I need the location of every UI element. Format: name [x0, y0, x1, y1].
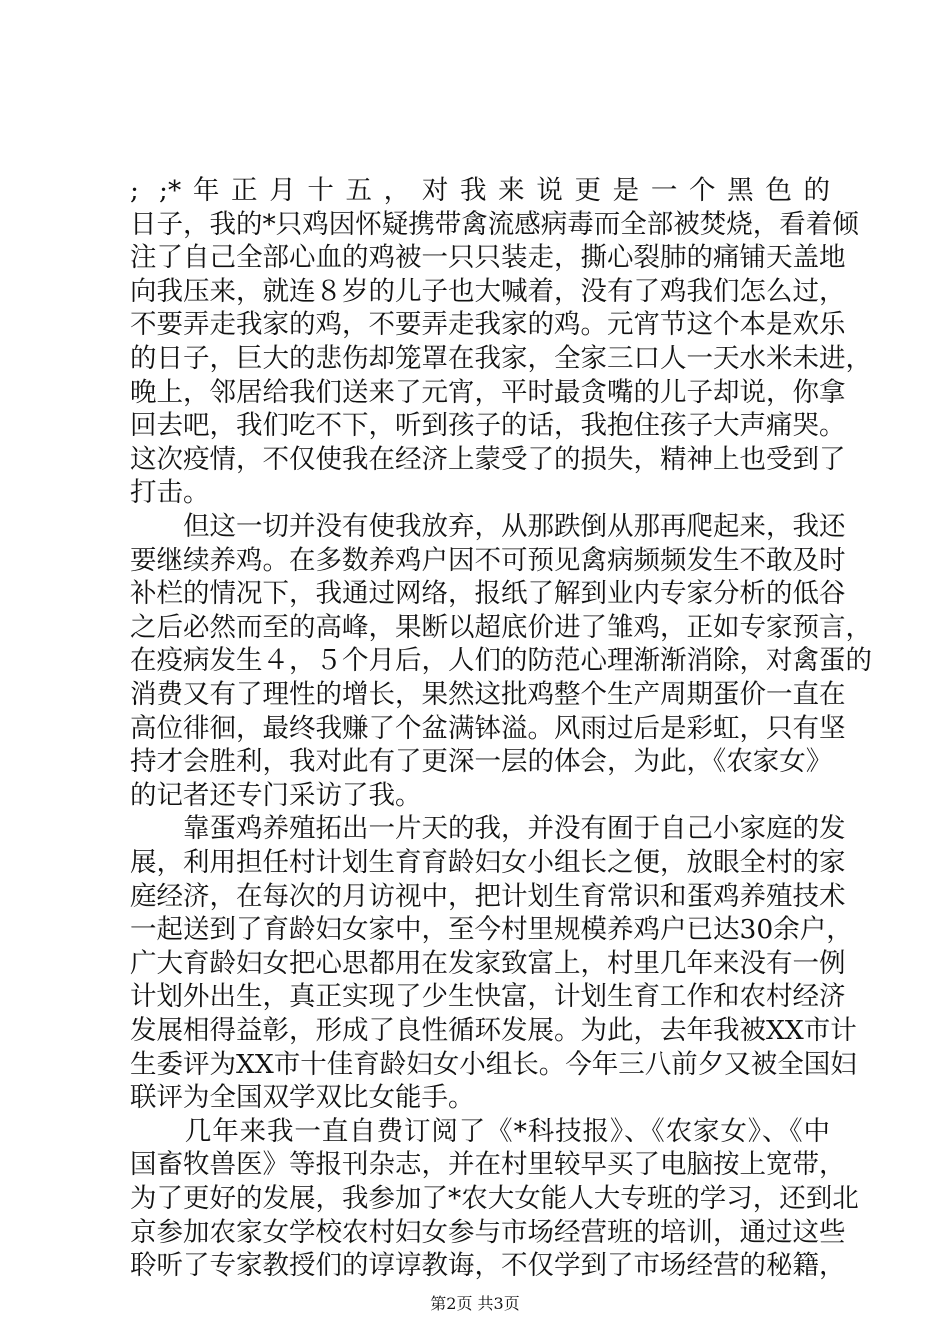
text-line: 晚上，邻居给我们送来了元宵，平时最贪嘴的儿子却说，你拿 [130, 376, 846, 408]
text-line: 补栏的情况下，我通过网络，报纸了解到业内专家分析的低谷 [130, 578, 846, 610]
text-line: 靠蛋鸡养殖拓出一片天的我，并没有囿于自己小家庭的发 [130, 813, 846, 845]
text-line: 展，利用担任村计划生育育龄妇女小组长之便，放眼全村的家 [130, 847, 846, 878]
text-line: 向我压来，就连８岁的儿子也大喊着，没有了鸡我们怎么过， [130, 275, 846, 307]
text-line: 几年来我一直自费订阅了《*科技报》、《农家女》、《中 [130, 1115, 830, 1147]
text-line: 一起送到了育龄妇女家中，至今村里规模养鸡户已达30余户， [130, 914, 853, 946]
text-line: 高位徘徊，最终我赚了个盆满钵溢。风雨过后是彩虹，只有坚 [130, 712, 846, 744]
text-line: 打击。 [130, 477, 210, 509]
text-line: 聆听了专家教授们的谆谆教诲，不仅学到了市场经营的秘籍， [130, 1250, 846, 1282]
text-line: 要继续养鸡。在多数养鸡户因不可预见禽病频频发生不敢及时 [130, 544, 846, 576]
text-line: 庭经济，在每次的月访视中，把计划生育常识和蛋鸡养殖技术 [130, 880, 846, 912]
text-line: 注了自己全部心血的鸡被一只只装走，撕心裂肺的痛铺天盖地 [130, 242, 846, 274]
text-line: 持才会胜利，我对此有了更深一层的体会，为此，《农家女》 [130, 746, 833, 778]
text-line: 联评为全国双学双比女能手。 [130, 1082, 475, 1114]
text-line: 回去吧，我们吃不下，听到孩子的话，我抱住孩子大声痛哭。 [130, 410, 846, 442]
text-line: 日子，我的*只鸡因怀疑携带禽流感病毒而全部被焚烧，看着倾 [130, 208, 859, 240]
text-line: ; ;*年正月十五，对我来说更是一个黑色的 [130, 175, 830, 206]
text-line: 这次疫情，不仅使我在经济上蒙受了的损失，精神上也受到了 [130, 443, 846, 475]
text-line: 但这一切并没有使我放弃，从那跌倒从那再爬起来，我还 [130, 511, 846, 542]
text-line: 的日子，巨大的悲伤却笼罩在我家，全家三口人一天水米未进， [130, 343, 872, 374]
text-line: 广大育龄妇女把心思都用在发家致富上，村里几年来没有一例 [130, 947, 846, 979]
page-footer: 第2页 共3页 [430, 1294, 520, 1313]
text-line: 发展相得益彰，形成了良性循环发展。为此，去年我被XX市计 [130, 1015, 857, 1046]
text-line: 为了更好的发展，我参加了*农大女能人大专班的学习，还到北 [130, 1183, 859, 1214]
text-line: 生委评为XX市十佳育龄妇女小组长。今年三八前夕又被全国妇 [130, 1048, 857, 1080]
text-line: 国畜牧兽医》等报刊杂志，并在村里较早买了电脑按上宽带， [130, 1149, 846, 1181]
text-line: 之后必然而至的高峰，果断以超底价进了雏鸡，正如专家预言， [130, 611, 872, 643]
text-line: 的记者还专门采访了我。 [130, 779, 422, 811]
text-line: 计划外出生，真正实现了少生快富，计划生育工作和农村经济 [130, 981, 846, 1013]
text-line: 消费又有了理性的增长，果然这批鸡整个生产周期蛋价一直在 [130, 679, 846, 710]
text-line: 在疫病发生４，５个月后，人们的防范心理渐渐消除，对禽蛋的 [130, 645, 872, 677]
text-line: 京参加农家女学校农村妇女参与市场经营班的培训，通过这些 [130, 1216, 846, 1248]
text-line: 不要弄走我家的鸡，不要弄走我家的鸡。元宵节这个本是欢乐 [130, 309, 846, 341]
